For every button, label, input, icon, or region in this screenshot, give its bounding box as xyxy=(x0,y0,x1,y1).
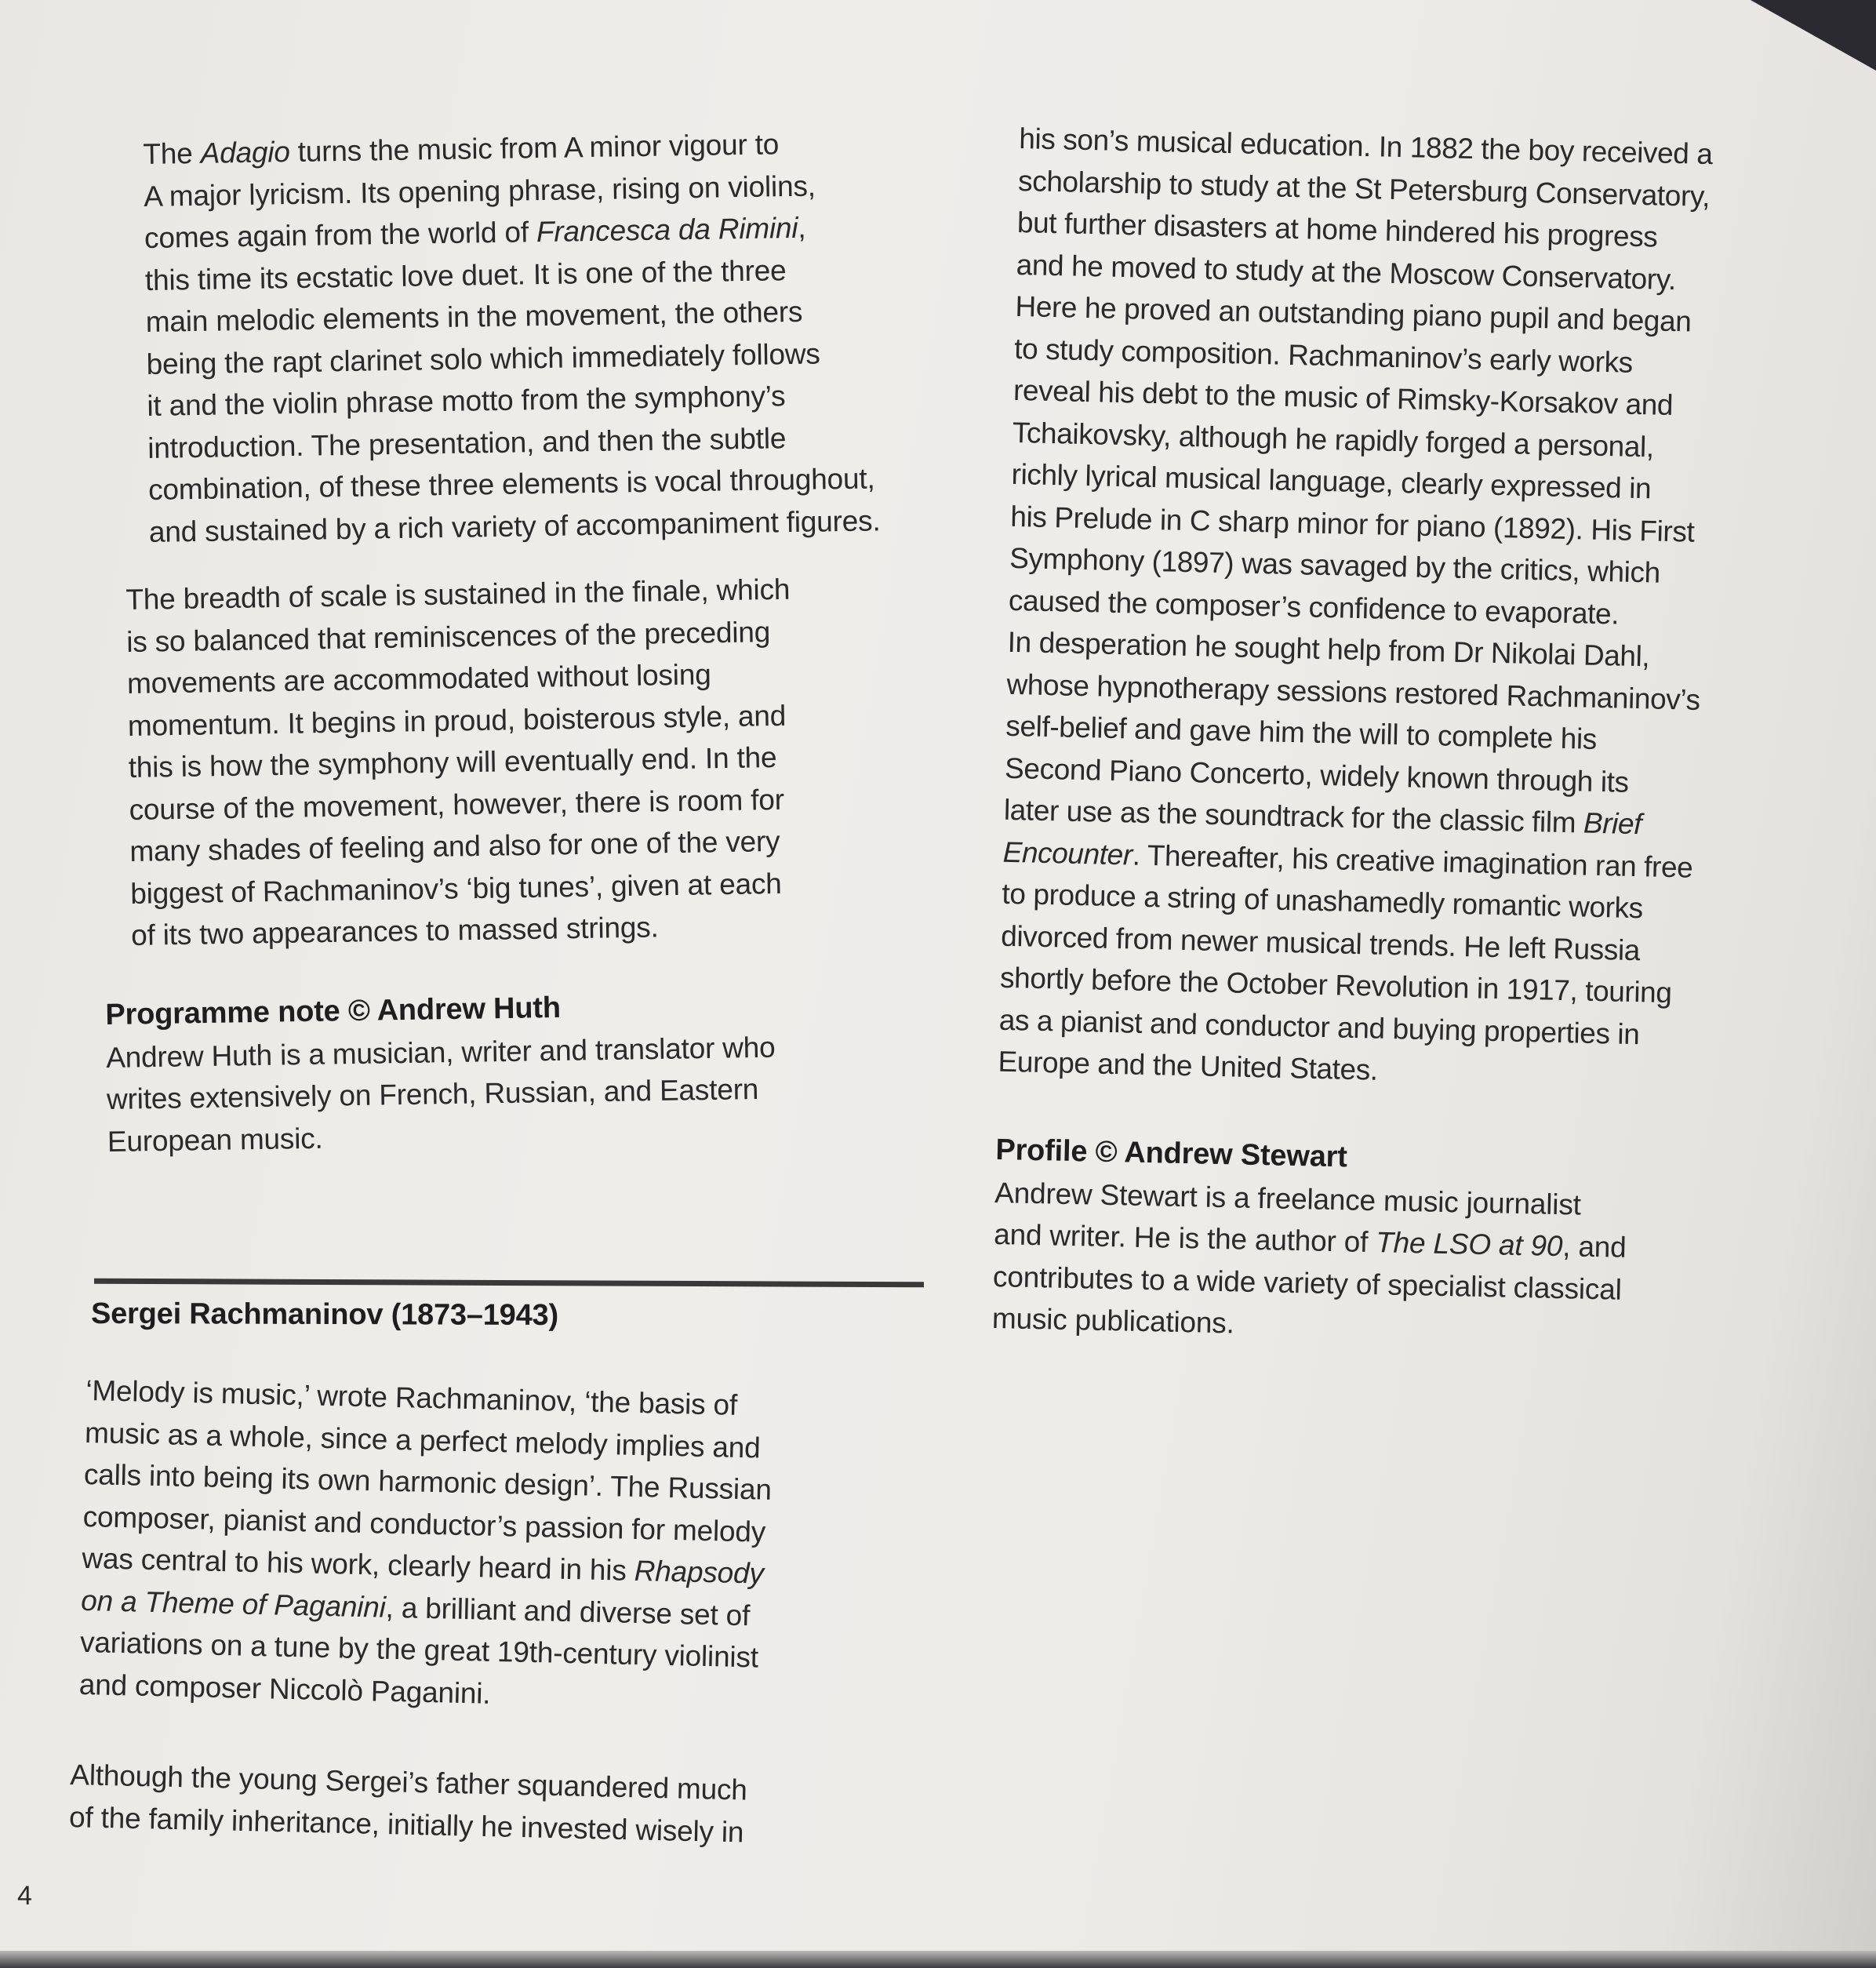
text-line: and he moved to study at the Moscow Conservatory. xyxy=(1016,248,1677,296)
text-line: The Adagio turns the music from A minor vigour to xyxy=(143,128,780,170)
text-line: is so balanced that reminiscences of the preceding xyxy=(125,615,771,658)
text-line: whose hypnotherapy sessions restored Rachmaninov’s xyxy=(1006,668,1701,716)
page-number: 4 xyxy=(17,1881,32,1911)
text-line: Symphony (1897) was savaged by the critics, which xyxy=(1009,541,1661,589)
text-line: European music. xyxy=(107,1122,323,1158)
text-line: ‘Melody is music,’ wrote Rachmaninov, ‘the basis of xyxy=(85,1373,738,1421)
text-line: of its two appearances to massed strings. xyxy=(130,911,659,951)
text-line: In desperation he sought help from Dr Nikolai Dahl, xyxy=(1007,625,1650,673)
text-line: Andrew Huth is a musician, writer and translator who xyxy=(105,1031,776,1074)
text-line: shortly before the October Revolution in 1917, touring xyxy=(999,961,1673,1009)
text-line: this time its ecstatic love duet. It is one of the three xyxy=(144,253,787,296)
text-line: reveal his debt to the music of Rimsky-Korsakov and xyxy=(1013,373,1674,421)
text-line: and writer. He is the author of The LSO at 90, and xyxy=(993,1217,1627,1264)
text-line: and composer Niccolò Paganini. xyxy=(78,1668,491,1710)
text-line: calls into being its own harmonic design’. The Russian xyxy=(83,1457,773,1506)
page-edge-shadow xyxy=(1751,0,1876,71)
text-line: self-belief and gave him the will to complete his xyxy=(1005,709,1598,755)
programme-note xyxy=(105,984,777,1162)
profile-note xyxy=(991,1130,1628,1352)
text-line: caused the composer’s confidence to evaporate. xyxy=(1008,584,1620,630)
text-line: writes extensively on French, Russian, and Eastern xyxy=(106,1072,759,1115)
text-line: Europe and the United States. xyxy=(998,1045,1379,1086)
text-line: richly lyrical musical language, clearly expressed in xyxy=(1011,457,1652,505)
text-line: Encounter. Thereafter, his creative imagination ran free xyxy=(1002,835,1693,884)
text-line: Second Piano Concerto, widely known through its xyxy=(1004,751,1630,798)
section-heading-wrap xyxy=(91,1293,558,1337)
text-line: course of the movement, however, there is room for xyxy=(129,783,785,826)
profile-heading: Profile © Andrew Stewart xyxy=(995,1133,1348,1174)
text-line: contributes to a wide variety of specialist classical xyxy=(992,1260,1623,1306)
text-line: scholarship to study at the St Petersburg Conservatory, xyxy=(1017,164,1711,213)
text-line: main melodic elements in the movement, the others xyxy=(145,295,803,338)
page-bottom-edge xyxy=(0,1951,1876,1968)
programme-note-heading: Programme note © Andrew Huth xyxy=(105,991,562,1031)
rachmaninov-intro-paragraph xyxy=(78,1370,773,1721)
text-line: on a Theme of Paganini, a brilliant and diverse set of xyxy=(80,1584,751,1632)
text-line: music as a whole, since a perfect melody implies and xyxy=(84,1416,761,1464)
text-line: Tchaikovsky, although he rapidly forged a personal, xyxy=(1012,416,1655,463)
text-line: his Prelude in C sharp minor for piano (1892). His First xyxy=(1010,500,1695,548)
rachmaninov-youth-paragraph xyxy=(69,1754,748,1853)
text-line: as a pianist and conductor and buying properties in xyxy=(998,1003,1640,1050)
text-line: later use as the soundtrack for the classic film Brief xyxy=(1003,793,1642,841)
text-line: being the rapt clarinet solo which immediately follows xyxy=(146,336,820,380)
adagio-paragraph xyxy=(143,122,881,553)
biography-paragraph xyxy=(998,118,1713,1098)
programme-note-bio xyxy=(106,1026,777,1162)
text-line: to study composition. Rachmaninov’s early works xyxy=(1013,332,1634,379)
text-line: of the family inheritance, initially he invested wisely in xyxy=(68,1800,744,1848)
profile-bio xyxy=(991,1171,1627,1352)
text-line: Here he proved an outstanding piano pupil and began xyxy=(1015,289,1692,338)
text-line: many shades of feeling and also for one of the very xyxy=(129,824,780,868)
finale-paragraph xyxy=(125,569,795,957)
text-line: his son’s musical education. In 1882 the boy received a xyxy=(1018,122,1714,171)
text-line: music publications. xyxy=(991,1301,1235,1340)
text-line: composer, pianist and conductor’s passion for melody xyxy=(82,1500,766,1548)
text-line: introduction. The presentation, and then the subtle xyxy=(147,421,787,464)
text-line: was central to his work, clearly heard in his Rhapsody xyxy=(82,1541,765,1590)
text-line: and sustained by a rich variety of accompaniment figures. xyxy=(148,504,881,548)
section-divider xyxy=(94,1279,924,1288)
text-line: it and the violin phrase motto from the symphony’s xyxy=(147,380,786,422)
text-line: movements are accommodated without losing xyxy=(126,658,711,700)
text-line: The breadth of scale is sustained in the finale, which xyxy=(125,573,791,616)
text-line: Although the young Sergei’s father squandered much xyxy=(69,1758,748,1806)
text-line: but further disasters at home hindered his progress xyxy=(1016,206,1658,253)
text-line: biggest of Rachmaninov’s ‘big tunes’, given at each xyxy=(129,867,782,910)
text-line: A major lyricism. Its opening phrase, rising on violins, xyxy=(143,169,816,213)
text-line: variations on a tune by the great 19th-century violinist xyxy=(79,1625,759,1674)
text-line: divorced from newer musical trends. He left Russia xyxy=(1000,919,1641,966)
text-line: combination, of these three elements is vocal throughout, xyxy=(147,462,875,506)
text-line: this is how the symphony will eventually end. In the xyxy=(128,740,777,784)
section-heading: Sergei Rachmaninov (1873–1943) xyxy=(90,1297,559,1333)
text-line: momentum. It begins in proud, boisterous style, and xyxy=(127,699,787,742)
text-line: to produce a string of unashamedly romantic works xyxy=(1002,877,1644,925)
text-line: Andrew Stewart is a freelance music journalist xyxy=(994,1176,1582,1221)
text-line: comes again from the world of Francesca da Rimini, xyxy=(144,211,806,254)
